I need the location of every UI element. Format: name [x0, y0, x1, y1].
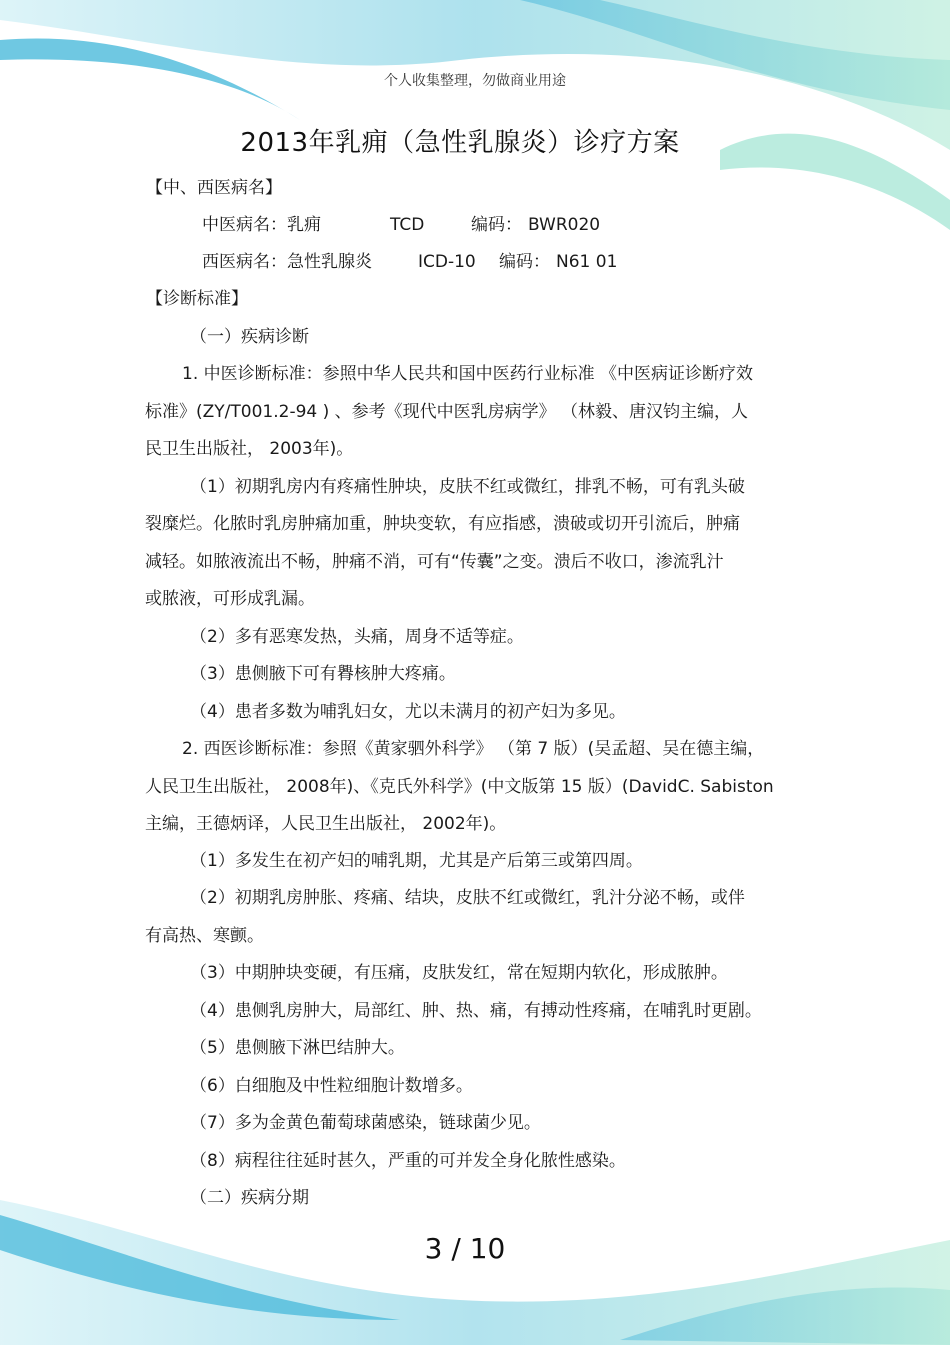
list-item: （4）患者多数为哺乳妇女，尤以未满月的初产妇为多见。: [190, 702, 626, 722]
list-item-line: 减轻。如脓液流出不畅，肿痛不消，可有“传囊”之变。溃后不收口，渗流乳汁: [145, 552, 724, 572]
paragraph-line: 人民卫生出版社， 2008年)、《克氏外科学》(中文版第 15 版）(DavidC. Sabiston: [145, 777, 774, 797]
paragraph-line: 民卫生出版社， 2003年)。: [145, 439, 354, 459]
wm-name-label: 西医病名：急性乳腺炎: [202, 252, 372, 272]
section-heading-names: 【中、西医病名】: [146, 178, 282, 198]
tcm-code-value: BWR020: [528, 215, 601, 235]
tcm-code-label: 编码：: [471, 215, 522, 235]
section-heading-diagnosis: 【诊断标准】: [146, 289, 248, 309]
paragraph-line: 2. 西医诊断标准：参照《黄家驷外科学》 （第 7 版）(吴孟超、吴在德主编，: [182, 739, 765, 759]
wm-code-system: ICD-10: [418, 252, 476, 272]
page-number: 3 / 10: [424, 1232, 506, 1265]
list-item-line: （2）初期乳房肿胀、疼痛、结块，皮肤不红或微红，乳汁分泌不畅，或伴: [190, 888, 745, 908]
list-item: （5）患侧腋下淋巴结肿大。: [190, 1038, 405, 1058]
list-item: （3）患侧腋下可有臖核肿大疼痛。: [190, 664, 456, 684]
tcm-code-system: TCD: [390, 215, 425, 235]
list-item-line: （1）初期乳房内有疼痛性肿块，皮肤不红或微红，排乳不畅，可有乳头破: [190, 477, 745, 497]
wm-code-label: 编码：: [499, 252, 550, 272]
list-item: （6）白细胞及中性粒细胞计数增多。: [190, 1076, 473, 1096]
tcm-name-label: 中医病名：乳痈: [202, 215, 321, 235]
paragraph-line: 主编，王德炳译，人民卫生出版社， 2002年)。: [145, 814, 507, 834]
watermark-text: 个人收集整理，勿做商业用途: [384, 73, 566, 89]
paragraph-line: 标准》(ZY/T001.2-94 ) 、参考《现代中医乳房病学》 （林毅、唐汉钧主编，人: [145, 402, 749, 422]
list-item: （3）中期肿块变硬，有压痛，皮肤发红，常在短期内软化，形成脓肿。: [190, 963, 728, 983]
list-item-line: 或脓液，可形成乳漏。: [145, 589, 315, 609]
document-title: 2013年乳痈（急性乳腺炎）诊疗方案: [240, 128, 680, 158]
paragraph-line: 1. 中医诊断标准：参照中华人民共和国中医药行业标准 《中医病证诊断疗效: [182, 364, 754, 384]
list-item: （7）多为金黄色葡萄球菌感染，链球菌少见。: [190, 1113, 541, 1133]
list-item: （2）多有恶寒发热，头痛，周身不适等症。: [190, 627, 524, 647]
list-item: （1）多发生在初产妇的哺乳期，尤其是产后第三或第四周。: [190, 851, 643, 871]
list-item-line: 裂糜烂。化脓时乳房肿痛加重，肿块变软，有应指感，溃破或切开引流后，肿痛: [145, 514, 740, 534]
list-item: （8）病程往往延时甚久，严重的可并发全身化脓性感染。: [190, 1151, 626, 1171]
subheading-disease-staging: （二）疾病分期: [190, 1188, 309, 1208]
wm-code-value: N61 01: [556, 252, 618, 272]
list-item: （4）患侧乳房肿大，局部红、肿、热、痛，有搏动性疼痛，在哺乳时更剧。: [190, 1001, 762, 1021]
list-item-line: 有高热、寒颤。: [145, 926, 264, 946]
subheading-disease-diagnosis: （一）疾病诊断: [190, 327, 309, 347]
